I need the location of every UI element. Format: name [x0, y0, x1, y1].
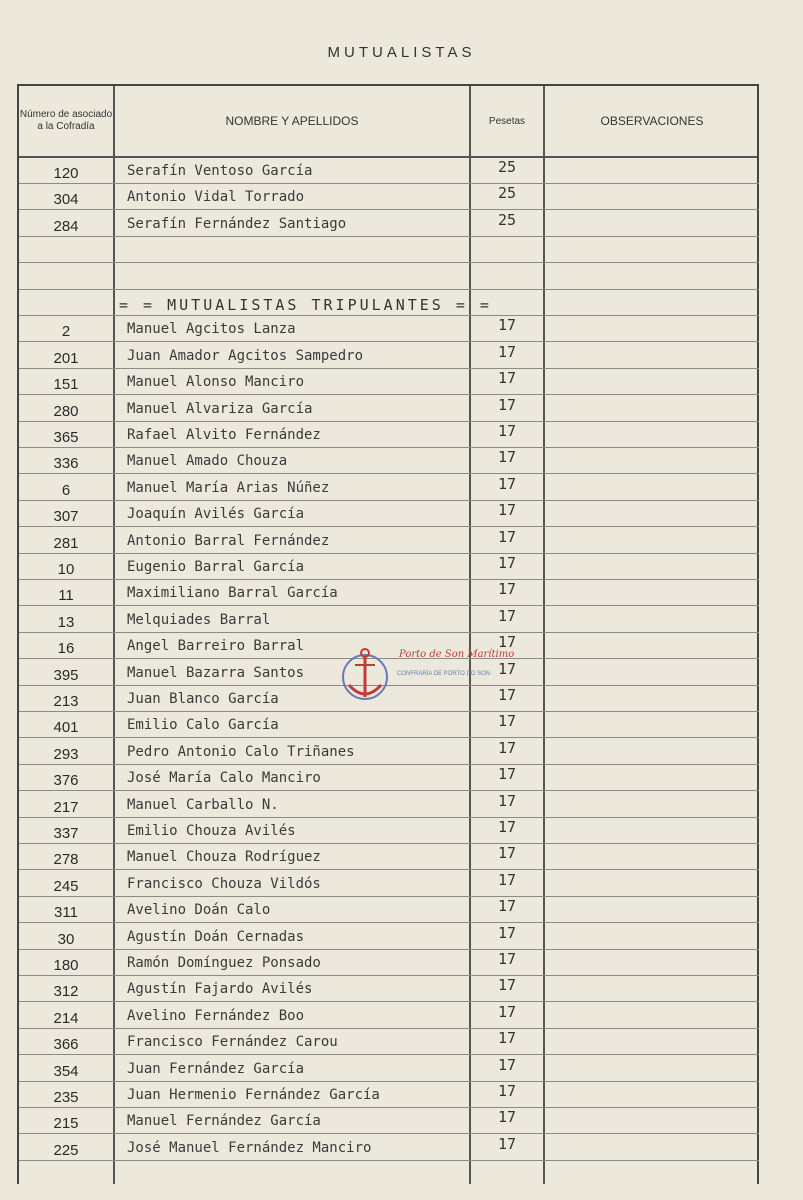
table-row	[19, 184, 759, 210]
table-row	[19, 211, 759, 237]
row-number: 30	[57, 930, 75, 948]
table-row	[19, 924, 759, 950]
table-row	[19, 396, 759, 422]
row-name: Manuel Agcitos Lanza	[127, 321, 296, 338]
row-name: Antonio Barral Fernández	[127, 532, 330, 549]
row-number: 281	[53, 534, 79, 552]
row-number: 401	[53, 719, 79, 737]
header-pesetas: Pesetas	[488, 115, 526, 127]
row-number: 180	[53, 957, 79, 974]
row-pesetas: 17	[497, 870, 517, 889]
row-name: Juan Fernández García	[127, 1060, 305, 1077]
row-number: 6	[61, 481, 71, 499]
row-number: 201	[53, 349, 79, 367]
row-name: Angel Barreiro Barral	[127, 638, 305, 655]
row-pesetas: 17	[497, 976, 517, 995]
row-name: Melquiades Barral	[127, 611, 271, 628]
row-name: Eugenio Barral García	[127, 559, 305, 575]
row-number: 13	[57, 613, 75, 631]
row-number: 10	[57, 561, 75, 578]
row-pesetas: 25	[497, 210, 517, 229]
row-name: Pedro Antonio Calo Triñanes	[127, 743, 355, 760]
table-row	[19, 369, 759, 395]
stamp-subtitle: CONFRARÍA DE PORTO DO SON	[397, 671, 491, 677]
row-pesetas: 17	[497, 448, 517, 467]
row-pesetas: 17	[497, 606, 517, 625]
table-row	[19, 1029, 759, 1055]
row-name: Manuel Chouza Rodríguez	[127, 849, 321, 866]
row-number: 376	[53, 772, 79, 790]
row-number: 11	[58, 587, 74, 605]
row-number: 336	[53, 455, 79, 473]
table-row	[19, 554, 759, 580]
row-name: Rafael Alvito Fernández	[127, 427, 321, 443]
row-name: Avelino Doán Calo	[127, 902, 271, 919]
row-number: 312	[53, 983, 79, 1001]
table-row	[19, 475, 759, 501]
row-name: Serafín Ventoso García	[127, 163, 313, 179]
row-name: Manuel Alvariza García	[127, 400, 313, 417]
row-pesetas: 17	[497, 659, 517, 678]
row-name: Emilio Chouza Avilés	[127, 823, 296, 839]
row-number: 311	[54, 904, 78, 922]
table-row	[19, 264, 759, 290]
row-pesetas: 17	[497, 527, 517, 546]
table-row	[19, 158, 759, 184]
row-number: 2	[61, 323, 71, 341]
table-row	[19, 316, 759, 342]
row-name: Manuel Bazarra Santos	[127, 664, 305, 681]
row-pesetas: 17	[497, 1055, 517, 1074]
table-row	[19, 739, 759, 765]
row-name: Juan Hermenio Fernández García	[127, 1087, 380, 1103]
row-number: 354	[53, 1062, 79, 1080]
row-number: 280	[53, 402, 79, 420]
row-name: Francisco Fernández Carou	[127, 1034, 338, 1051]
table-row	[19, 712, 759, 738]
row-number: 278	[53, 851, 79, 869]
table-row	[19, 792, 759, 818]
table-row	[19, 897, 759, 923]
row-pesetas: 17	[497, 369, 517, 388]
row-name: Agustín Doán Cernadas	[127, 928, 305, 945]
row-number: 225	[53, 1141, 79, 1159]
anchor-icon	[337, 641, 393, 711]
row-pesetas: 17	[497, 844, 517, 863]
page-title: MUTUALISTAS	[327, 44, 476, 61]
table-row	[19, 871, 759, 897]
row-name: José Manuel Fernández Manciro	[127, 1139, 372, 1156]
row-name: José María Calo Manciro	[127, 770, 321, 787]
row-pesetas: 25	[497, 184, 517, 203]
row-pesetas: 17	[497, 897, 517, 916]
row-pesetas: 17	[497, 950, 517, 968]
row-pesetas: 17	[497, 738, 517, 757]
row-name: Joaquín Avilés García	[127, 506, 305, 523]
table-row	[19, 422, 759, 448]
table-row	[19, 844, 759, 870]
row-divider	[19, 1160, 759, 1161]
stamp-title: Porto de Son Marítimo	[399, 649, 515, 660]
row-number: 151	[53, 376, 79, 394]
row-name: Manuel Amado Chouza	[127, 453, 288, 470]
row-number: 307	[53, 508, 79, 526]
row-number: 120	[53, 165, 79, 182]
row-number: 215	[53, 1115, 79, 1133]
row-name: Serafín Fernández Santiago	[127, 215, 347, 232]
row-pesetas: 17	[497, 395, 517, 414]
row-name: Manuel Carballo N.	[127, 796, 279, 813]
row-pesetas: 17	[497, 1134, 517, 1153]
table-row	[19, 1135, 759, 1161]
row-pesetas: 17	[497, 580, 517, 599]
row-number: 213	[53, 693, 79, 710]
row-name: Antonio Vidal Torrado	[127, 189, 305, 206]
row-pesetas: 17	[497, 554, 517, 572]
row-number: 16	[57, 640, 75, 658]
table-row	[19, 1003, 759, 1029]
table-row	[19, 818, 759, 844]
row-pesetas: 17	[497, 342, 517, 361]
table-row	[19, 1082, 759, 1108]
row-name: Juan Amador Agcitos Sampedro	[127, 347, 364, 364]
row-pesetas: 17	[497, 1108, 517, 1127]
table-row	[19, 237, 759, 263]
header-number: Número de asociado a la Cofradía	[19, 109, 113, 132]
row-name: Manuel María Arias Núñez	[127, 479, 330, 496]
row-pesetas: 17	[497, 422, 517, 440]
table-row	[19, 580, 759, 606]
row-number: 395	[53, 666, 79, 684]
section-heading: = = MUTUALISTAS TRIPULANTES = =	[119, 296, 492, 314]
row-number: 245	[53, 877, 79, 895]
row-number: 235	[53, 1089, 79, 1106]
row-pesetas: 17	[497, 1029, 517, 1048]
row-number: 293	[53, 745, 79, 763]
row-name: Avelino Fernández Boo	[127, 1007, 305, 1024]
table-row	[19, 950, 759, 976]
row-name: Manuel Fernández García	[127, 1113, 321, 1130]
row-number: 284	[53, 217, 79, 235]
table-row	[19, 528, 759, 554]
table-row	[19, 448, 759, 474]
row-name: Manuel Alonso Manciro	[127, 374, 305, 391]
table-row	[19, 501, 759, 527]
row-pesetas: 17	[497, 712, 517, 731]
row-name: Ramón Domínguez Ponsado	[127, 955, 321, 971]
row-pesetas: 17	[497, 474, 517, 493]
ledger-table	[17, 84, 759, 1184]
table-row	[19, 1056, 759, 1082]
table-row	[19, 976, 759, 1002]
row-pesetas: 17	[497, 316, 517, 335]
row-number: 366	[53, 1036, 79, 1054]
row-pesetas: 17	[497, 765, 517, 784]
header-name: NOMBRE Y APELLIDOS	[225, 114, 359, 128]
row-name: Juan Blanco García	[127, 691, 279, 707]
row-pesetas: 17	[497, 1002, 517, 1021]
row-pesetas: 17	[497, 791, 517, 810]
row-pesetas: 17	[497, 501, 517, 520]
row-pesetas: 17	[497, 633, 517, 652]
table-row	[19, 343, 759, 369]
table-row	[19, 1108, 759, 1134]
row-number: 214	[53, 1009, 79, 1027]
header-observations: OBSERVACIONES	[600, 114, 704, 128]
row-number: 337	[53, 825, 79, 842]
row-number: 304	[53, 191, 79, 209]
table-row	[19, 607, 759, 633]
row-name: Maximiliano Barral García	[127, 585, 338, 602]
table-row	[19, 765, 759, 791]
row-pesetas: 17	[497, 1082, 517, 1100]
row-name: Agustín Fajardo Avilés	[127, 981, 313, 998]
row-number: 217	[53, 798, 79, 816]
row-name: Emilio Calo García	[127, 717, 279, 734]
row-pesetas: 25	[497, 158, 517, 176]
row-name: Francisco Chouza Vildós	[127, 875, 321, 892]
row-pesetas: 17	[497, 686, 517, 704]
row-pesetas: 17	[497, 818, 517, 836]
row-number: 365	[53, 429, 79, 446]
row-pesetas: 17	[497, 923, 517, 942]
